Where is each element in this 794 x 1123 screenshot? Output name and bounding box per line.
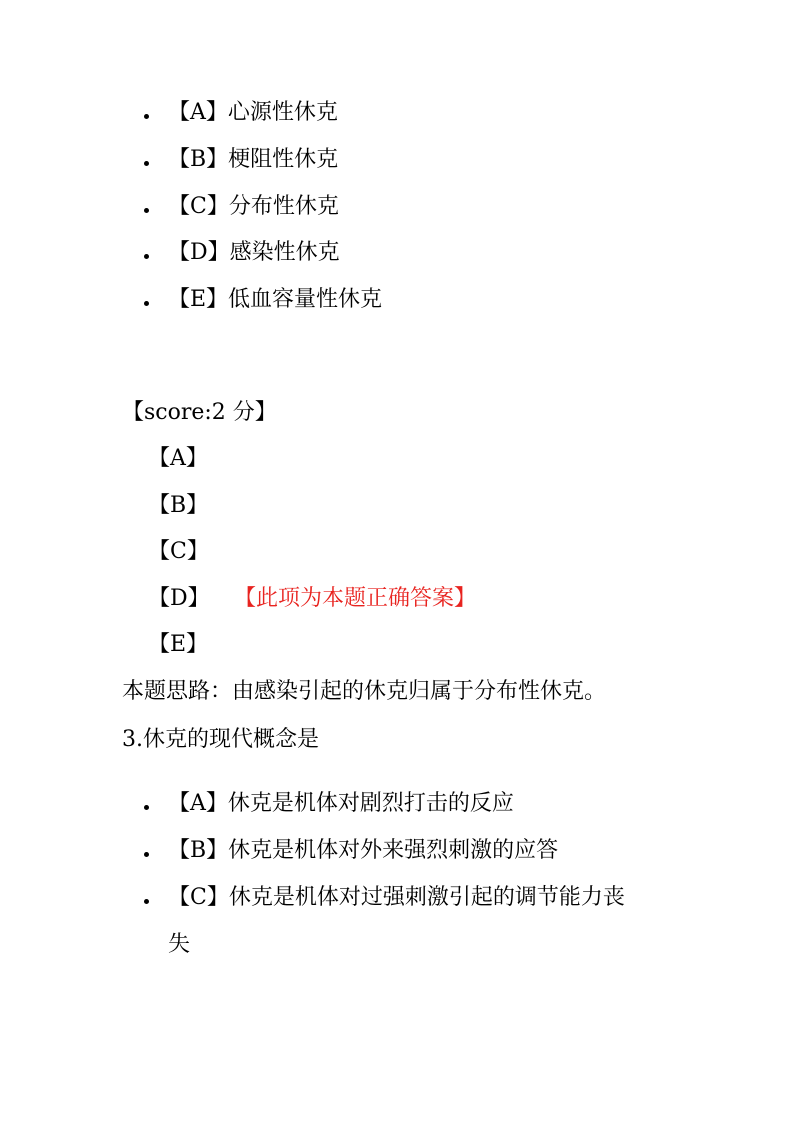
- option-label: 【C】分布性休克: [168, 194, 339, 219]
- bullet-icon: [144, 899, 149, 904]
- q2-option-e: [144, 285, 382, 315]
- bullet-icon: [144, 254, 149, 259]
- answer-e: 【E】: [148, 632, 209, 657]
- answer-c: 【C】: [148, 539, 209, 564]
- q2-option-b: [144, 145, 338, 175]
- option-label: 【E】低血容量性休克: [168, 287, 383, 312]
- bullet-icon: [144, 805, 149, 810]
- answer-d: 【D】: [148, 586, 210, 611]
- bullet-icon: [144, 114, 149, 119]
- bullet-icon: [144, 208, 149, 213]
- option-label: 【A】心源性休克: [168, 100, 338, 125]
- correct-answer-marker: 【此项为本题正确答案】: [234, 586, 477, 611]
- option-label: 【B】梗阻性休克: [168, 147, 339, 172]
- answer-a: 【A】: [148, 446, 208, 471]
- q2-option-a: [144, 98, 338, 128]
- explanation-text: 本题思路：由感染引起的休克归属于分布性休克。: [122, 679, 607, 704]
- score-label: 【score:2 分】: [122, 400, 277, 425]
- option-label: 【A】休克是机体对剧烈打击的反应: [168, 791, 514, 816]
- option-label-line-2: 失: [168, 932, 191, 957]
- q3-option-b: [144, 836, 558, 866]
- bullet-icon: [144, 852, 149, 857]
- bullet-icon: [144, 301, 149, 306]
- q2-option-c: [144, 192, 339, 222]
- q2-option-d: [144, 238, 340, 268]
- q3-option-a: [144, 789, 514, 819]
- answer-b: 【B】: [148, 493, 209, 518]
- question-3-title: 3.休克的现代概念是: [122, 727, 319, 752]
- option-label-line-1: 【C】休克是机体对过强刺激引起的调节能力丧: [168, 885, 625, 910]
- option-label: 【B】休克是机体对外来强烈刺激的应答: [168, 838, 559, 863]
- option-label: 【D】感染性休克: [168, 240, 340, 265]
- bullet-icon: [144, 161, 149, 166]
